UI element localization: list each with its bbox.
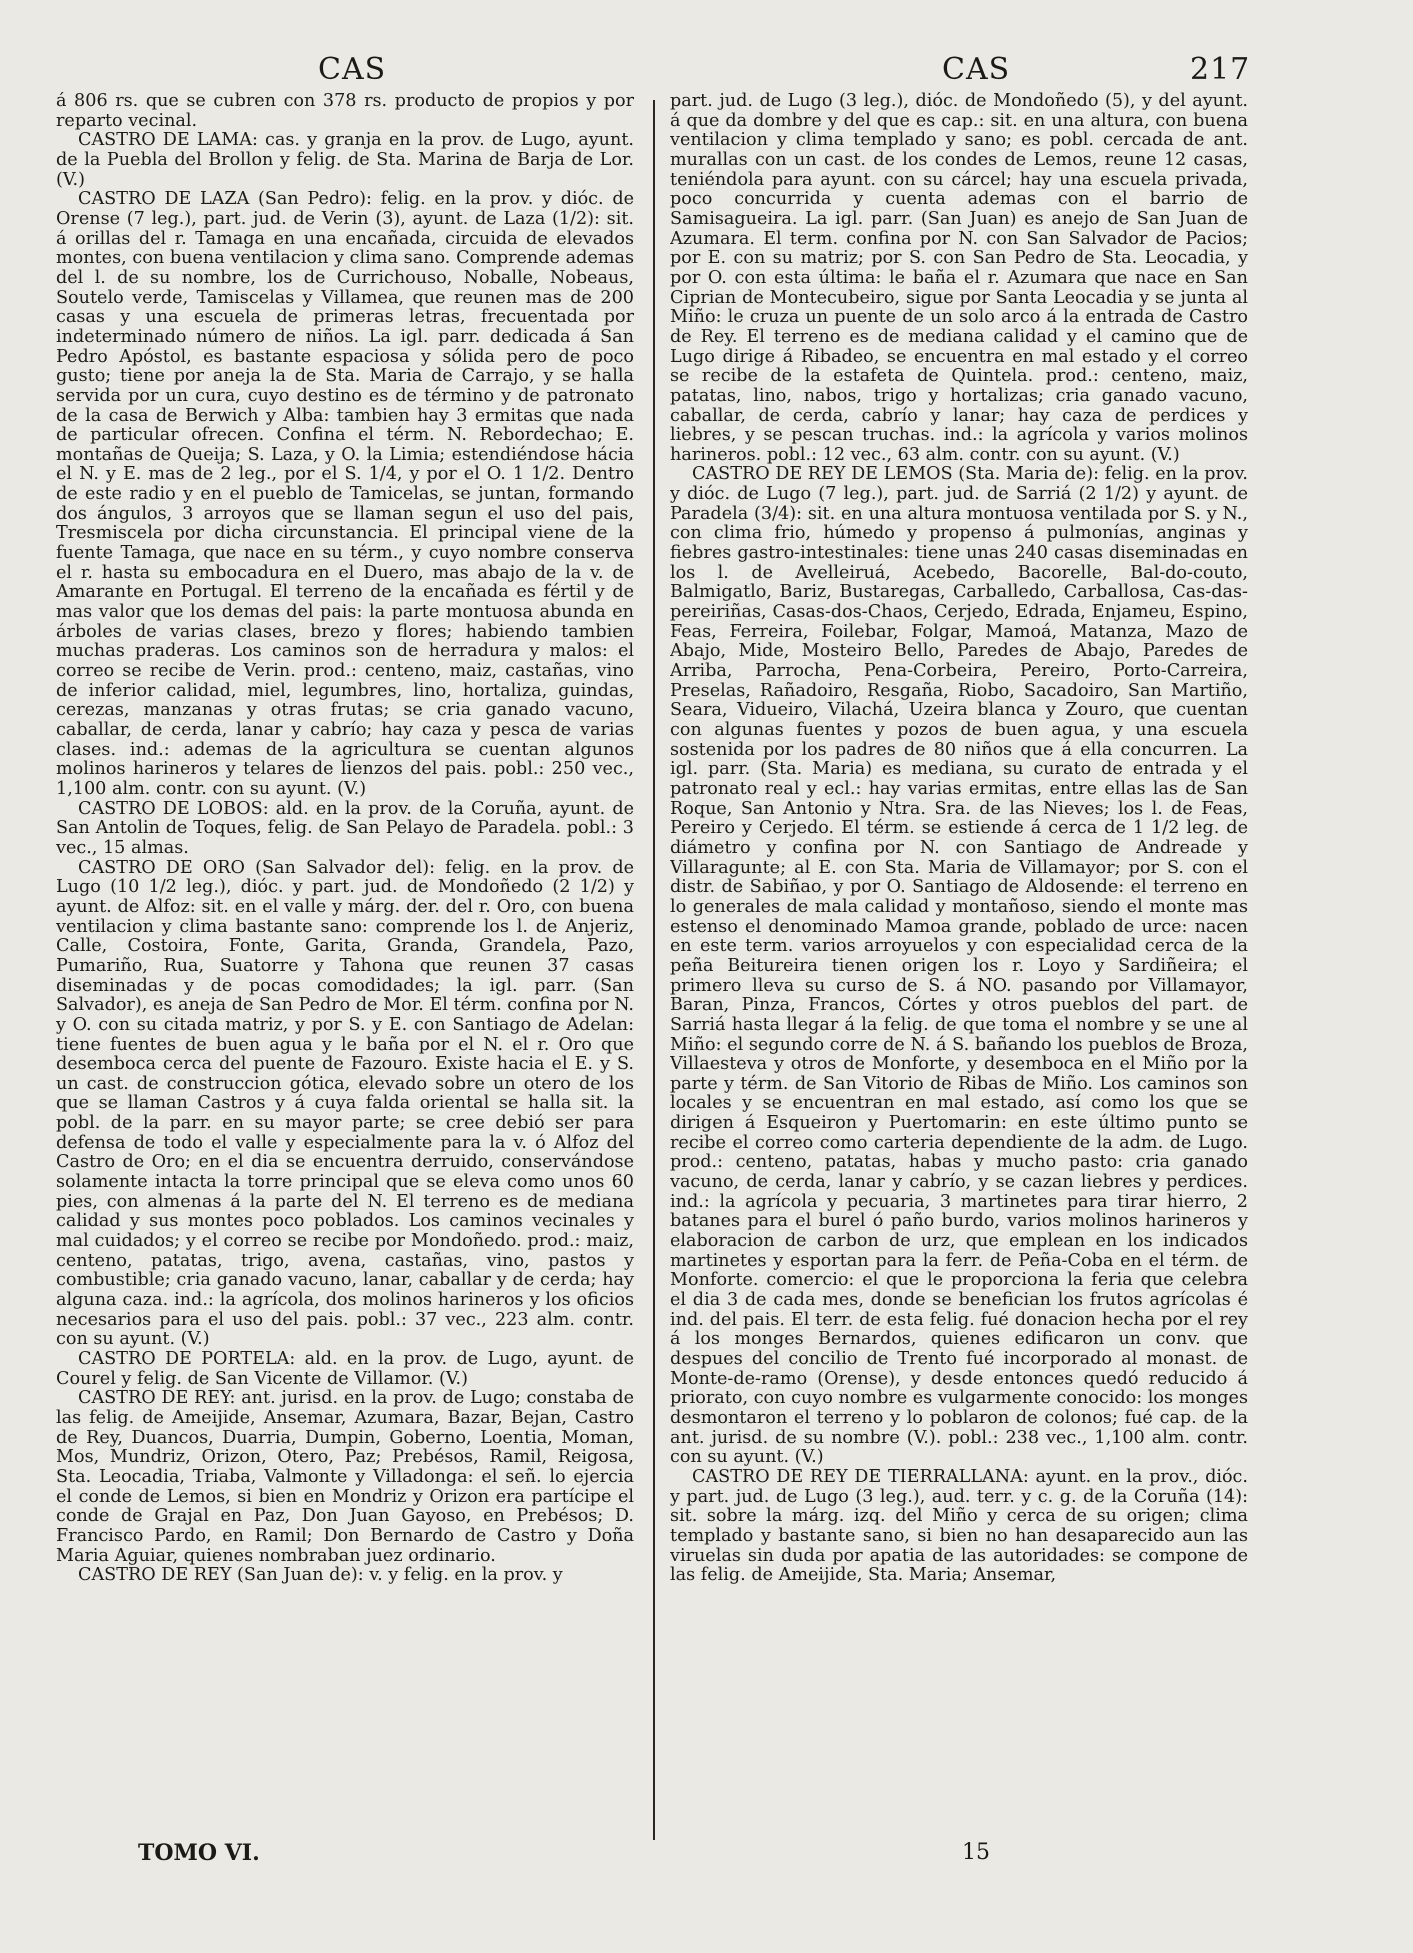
entry-paragraph: CASTRO DE PORTELA: ald. en la prov. de Lugo, ayunt. de Courel y felig. de San Vicente de Villamor. (V.) (56, 1349, 634, 1389)
header-right-keyword: CAS (942, 52, 1011, 87)
entry-paragraph: CASTRO DE REY DE TIERRALLANA: ayunt. en la prov., dióc. y part. jud. de Lugo (3 leg.), aud. terr. y c. g. de la Coruña (14): sit. sobre la márg. izq. del Miño y cerca de su origen; clima templado y bastante sano, si bien no han desaparecido aun las viruelas sin duda por apatia de las autoridades: se compone de las felig. de Ameijide, Sta. Maria; Ansemar, (670, 1466, 1248, 1586)
entry-paragraph: CASTRO DE REY (San Juan de): v. y felig. en la prov. y (78, 1565, 563, 1586)
entry-paragraph: CASTRO DE LOBOS: ald. en la prov. de la Coruña, ayunt. de San Antolin de Toques, felig. de San Pelayo de Paradela. pobl.: 3 vec., 15 almas. (56, 798, 634, 858)
entry-paragraph: CASTRO DE REY DE LEMOS (Sta. Maria de): felig. en la prov. y dióc. de Lugo (7 leg.), part. jud. de Sarriá (2 1/2) y ayunt. de Paradela (3/4): sit. en una altura montuosa ventilada por S. y N., con clima frio, húmedo y propenso á pulmonías, anginas y fiebres gastro-intestinales: tiene unas 240 casas diseminadas en los l. de Avelleiruá, Acebedo, Bacorelle, Bal-do-couto, Balmigatlo, Bariz, Bustaregas, Carballedo, Carballosa, Cas-das-pereiriñas, Casas-dos-Chaos, Cerjedo, Edrada, Enjameu, Espino, Feas, Ferreira, Foilebar, Folgar, Mamoá, Matanza, Mazo de Abajo, Mide, Mosteiro Bello, Paredes de Abajo, Paredes de Arriba, Parrocha, Pena-Corbeira, Pereiro, Porto-Carreira, Preselas, Rañadoiro, Resgaña, Riobo, Sacadoiro, San Martiño, Seara, Vidueiro, Vilachá, Uzeira blanca y Zouro, que cuentan con algunas fuentes y pozos de buen agua, y una escuela sostenida por los padres de 80 niños que á ella concurren. La igl. parr. (Sta. Maria) es mediana, su curato de entrada y el patronato real y ecl.: hay varias ermitas, entre ellas las de San Roque, San Antonio y Ntra. Sra. de las Nieves; los l. de Feas, Pereiro y Cerjedo. El térm. se estiende á cerca de 1 1/2 leg. de diámetro y confina por N. con Santiago de Andreade y Villaragunte; al E. con Sta. Maria de Villamayor; por S. con el distr. de Sabiñao, y por O. Santiago de Aldosende: el terreno en lo generales de mala calidad y montañoso, siendo el monte mas estenso el denominado Mamoa grande, poblado de urce: nacen en este term. varios arroyuelos y con especialidad cerca de la peña Beitureira tienen origen los r. Loyo y Sardiñeira; el primero lleva su curso de S. á NO. pasando por Villamayor, Baran, Pinza, Francos, Córtes y otros pueblos del part. de Sarriá hasta llegar á la felig. de que toma el nombre y se une al Miño: el segundo corre de N. á S. bañando los pueblos de Broza, Villaesteva y otros de Monforte, y desemboca en el Miño por la parte y térm. de San Vitorio de Ribas de Miño. Los caminos son locales y se encuentran en mal estado, así como los que se dirigen á Esqueiron y Puertomarin: en este último punto se recibe el correo como carteria dependiente de la adm. de Lugo. prod.: centeno, patatas, habas y mucho pasto: cria ganado vacuno, de cerda, lanar y cabrío, y se cazan liebres y perdices. ind.: la agrícola y pecuaria, 3 martinetes para tirar hierro, 2 batanes para el burel ó paño burdo, varios molinos harineros y elaboracion de carbon de urz, que emplean en los indicados martinetes y esportan para la ferr. de Peña-Coba en el térm. de Monforte. comercio: el que le proporciona la feria que celebra el dia 3 de cada mes, donde se benefician los frutos agrícolas é ind. del pais. El terr. de esta felig. fué donacion hecha por el rey á los monges Bernardos, quienes edificaron un conv. que despues del concilio de Trento fué incorporado al monast. de Monte-de-ramo (Orense), y desde entonces quedó reducido á priorato, con cuyo nombre es vulgarmente conocido: los monges desmontaron el terreno y lo poblaron de colonos; fué cap. de la ant. jurisd. de su nombre (V.). pobl.: 238 vec., 1,100 alm. contr. con su ayunt. (V.) (670, 464, 1248, 1468)
right-column (670, 92, 1248, 1840)
entry-paragraph: CASTRO DE ORO (San Salvador del): felig. en la prov. de Lugo (10 1/2 leg.), dióc. y part. jud. de Mondoñedo (2 1/2) y ayunt. de Alfoz: sit. en el valle y márg. der. del r. Oro, con buena ventilacion y clima bastante sano: comprende los l. de Anjeriz, Calle, Costoira, Fonte, Garita, Granda, Grandela, Pazo, Pumariño, Rua, Suatorre y Tahona que reunen 37 casas diseminadas y de pocas comodidades; la igl. parr. (San Salvador), es aneja de San Pedro de Mor. El térm. confina por N. y O. con su citada matriz, y por S. y E. con Santiago de Adelan: tiene fuentes de buen agua y le baña por el N. el r. Oro que desemboca cerca del puente de Fazouro. Existe hacia el E. y S. un cast. de construccion gótica, elevado sobre un otero de los que se llaman Castros y á cuya falda oriental se halla sit. la pobl. de la parr. en su mayor parte; se cree debió ser para defensa de todo el valle y especialmente para la v. ó Alfoz del Castro de Oro; en el dia se encuentra derruido, conservándose solamente intacta la torre principal que se eleva como unos 60 pies, con almenas á la parte del N. El terreno es de mediana calidad y sus montes poco poblados. Los caminos vecinales y mal cuidados; y el correo se recibe por Mondoñedo. prod.: maiz, centeno, patatas, trigo, avena, castañas, vino, pastos y combustible; cria ganado vacuno, lanar, caballar y de cerda; hay alguna caza. ind.: la agrícola, dos molinos harineros y los oficios necesarios para el uso del pais. pobl.: 37 vec., 223 alm. contr. con su ayunt. (V.) (56, 857, 634, 1350)
entry-paragraph: part. jud. de Lugo (3 leg.), dióc. de Mondoñedo (5), y del ayunt. á que da dombre y del que es cap.: sit. en una altura, con buena ventilacion y clima templado y sano; es pobl. cercada de ant. murallas con un cast. de los condes de Lemos, reune 12 casas, teniéndola para ayunt. con su cárcel; hay una escuela privada, poco concurrida y cuenta ademas con el barrio de Samisagueira. La igl. parr. (San Juan) es anejo de San Juan de Azumara. El term. confina por N. con San Salvador de Pacios; por E. con su matriz; por S. con San Pedro de Sta. Leocadia, y por O. con esta última: le baña el r. Azumara que nace en San Ciprian de Montecubeiro, sigue por Santa Leocadia y se junta al Miño: le cruza un puente de un solo arco á la entrada de Castro de Rey. El terreno es de mediana calidad y el camino que de Lugo dirige á Ribadeo, se encuentra en mal estado y el correo se recibe de la estafeta de Quintela. prod.: centeno, maiz, patatas, lino, nabos, trigo y hortalizas; cria ganado vacuno, caballar, de cerda, cabrío y lanar; hay caza de perdices y liebres, y se pescan truchas. ind.: la agrícola y varios molinos harineros. pobl.: 12 vec., 63 alm. contr. con su ayunt. (V.) (670, 92, 1248, 465)
page-number: 217 (1190, 52, 1251, 87)
entry-paragraph: á 806 rs. que se cubren con 378 rs. producto de propios y por reparto vecinal. (56, 92, 634, 131)
signature-mark: 15 (962, 1840, 990, 1865)
left-column (56, 92, 634, 1840)
column-divider (653, 100, 655, 1840)
entry-paragraph: CASTRO DE LAMA: cas. y granja en la prov. de Lugo, ayunt. de la Puebla del Brollon y felig. de Sta. Marina de Barja de Lor. (V.) (56, 130, 634, 190)
header-left-keyword: CAS (318, 52, 387, 87)
entry-paragraph: CASTRO DE REY: ant. jurisd. en la prov. de Lugo; constaba de las felig. de Ameijide, Ansemar, Azumara, Bazar, Bejan, Castro de Rey, Duancos, Duarria, Dumpin, Goberno, Loentia, Moman, Mos, Mundriz, Orizon, Otero, Paz; Prebésos, Ramil, Reigosa, Sta. Leocadia, Triaba, Valmonte y Villadonga: el señ. lo ejercia el conde de Lemos, si bien en Mondriz y Orizon era partícipe el conde de Grajal en Paz, Don Juan Gayoso, en Prebésos; D. Francisco Pardo, en Ramil; Don Bernardo de Castro y Doña Maria Aguiar, quienes nombraban juez ordinario. (56, 1388, 634, 1566)
volume-label: TOMO VI. (138, 1840, 260, 1866)
entry-paragraph: CASTRO DE LAZA (San Pedro): felig. en la prov. y dióc. de Orense (7 leg.), part. jud. de Verin (3), ayunt. de Laza (1/2): sit. á orillas del r. Tamaga en una encañada, circuida de elevados montes, con buena ventilacion y clima sano. Comprende ademas del l. de su nombre, los de Currichouso, Noballe, Nobeaus, Soutelo verde, Tamiscelas y Villamea, que reunen mas de 200 casas y una escuela de primeras letras, frecuentada por indeterminado número de niños. La igl. parr. dedicada á San Pedro Apóstol, es bastante espaciosa y sólida pero de poco gusto; tiene por aneja la de Sta. Maria de Carrajo, y se halla servida por un cura, cuyo destino es de término y de patronato de la casa de Berwich y Alba: tambien hay 3 ermitas que nada de particular ofrecen. Confina el térm. N. Rebordechao; E. montañas de Queija; S. Laza, y O. la Limia; estendiéndose hácia el N. y E. mas de 2 leg., por el S. 1/4, y por el O. 1 1/2. Dentro de este radio y en el pueblo de Tamicelas, se juntan, formando dos ángulos, 3 arroyos que se llaman segun el uso del pais, Tresmiscela por dicha circunstancia. El principal viene de la fuente Tamaga, que nace en su térm., y cuyo nombre conserva el r. hasta su embocadura en el Duero, mas abajo de la v. de Amarante en Portugal. El terreno de la encañada es fértil y de mas valor que los demas del pais: la parte montuosa abunda en árboles de varias clases, brezo y flores; habiendo tambien muchas praderas. Los caminos son de herradura y malos: el correo se recibe de Verin. prod.: centeno, maiz, castañas, vino de inferior calidad, miel, legumbres, lino, hortaliza, guindas, cerezas, manzanas y otras frutas; se cria ganado vacuno, caballar, de cerda, lanar y cabrío; hay caza y pesca de varias clases. ind.: ademas de la agricultura se cuentan algunos molinos harineros y telares de lienzos del pais. pobl.: 250 vec., 1,100 alm. contr. con su ayunt. (V.) (56, 189, 634, 799)
